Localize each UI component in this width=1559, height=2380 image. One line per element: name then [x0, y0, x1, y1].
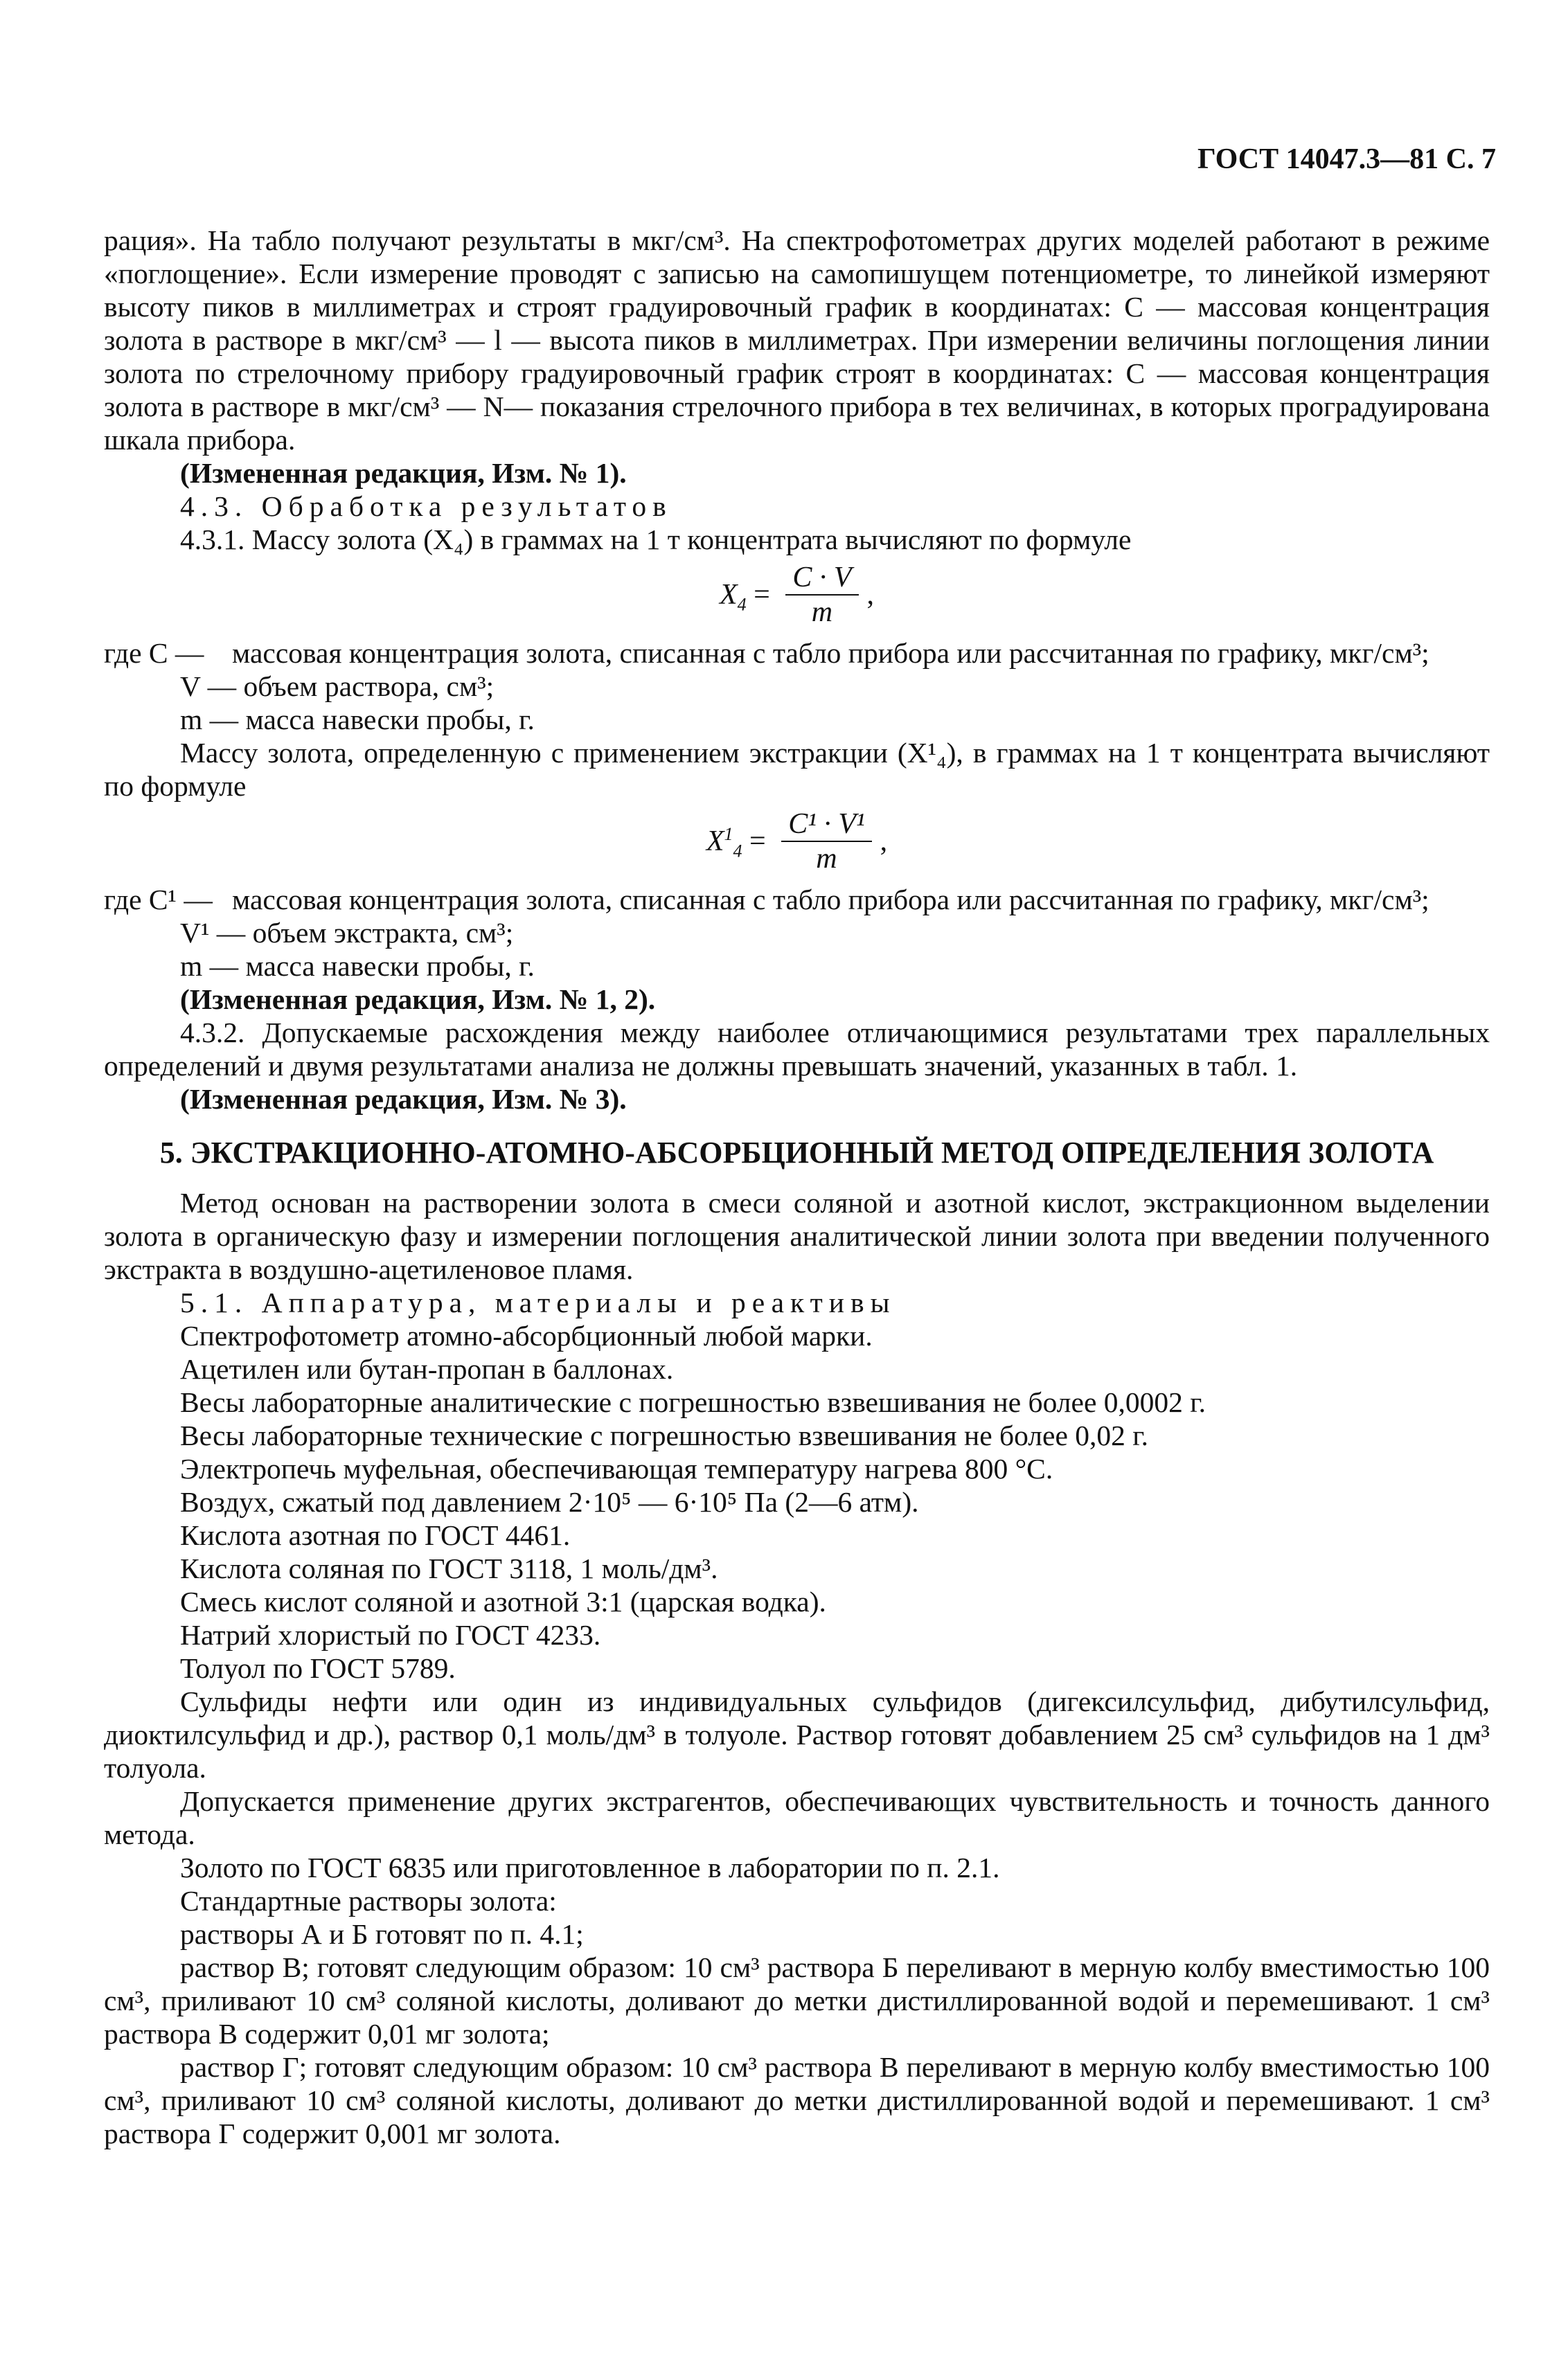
edit-note-2: (Измененная редакция, Изм. № 1, 2). — [180, 983, 656, 1015]
extraction-paragraph: Массу золота, определенную с применением экстракции (X¹₄), в граммах на 1 т концентрата вычисляют по формуле — [104, 737, 1490, 802]
list-item: Толуол по ГОСТ 5789. — [180, 1652, 456, 1684]
edit-note-3: (Измененная редакция, Изм. № 3). — [180, 1083, 627, 1115]
list-item: Натрий хлористый по ГОСТ 4233. — [180, 1619, 601, 1651]
list-item: Сульфиды нефти или один из индивидуальных сульфидов (дигексилсульфид, дибутилсульфид, диоктилсульфид и др.), раствор 0,1 моль/дм³ в толуоле. Раствор готовят добавлением 25 см³ сульфидов на 1 дм³ толуола. — [104, 1685, 1490, 1784]
where-item-c1 — [104, 883, 1490, 916]
formula-x4-1-numerator: C¹ · V¹ — [781, 809, 871, 842]
list-item: Ацетилен или бутан-пропан в баллонах. — [180, 1353, 674, 1385]
list-item: раствор В; готовят следующим образом: 10 см³ раствора Б переливают в мерную колбу вместимостью 100 см³, приливают 10 см³ соляной кислоты, доливают до метки дистиллированной водой и перемешивают. 1 см³ раствора В содержит 0,01 мг золота; — [104, 1951, 1490, 2050]
formula-x4-fraction — [785, 562, 858, 627]
list-item: Воздух, сжатый под давлением 2·10⁵ — 6·10⁵ Па (2—6 атм). — [180, 1486, 919, 1518]
formula-x4-numerator: C · V — [785, 562, 858, 596]
formula-x4-1-lhs: $X^1_4$ — [706, 824, 742, 861]
list-item: Кислота азотная по ГОСТ 4461. — [180, 1519, 571, 1551]
where-item-c — [104, 636, 1490, 670]
where-list-2 — [104, 883, 1490, 1016]
section-4-3-1-text: 4.3.1. Массу золота (X₄) в граммах на 1 т концентрата вычисляют по формуле — [180, 524, 1132, 555]
where-item-m: m — масса навески пробы, г. — [180, 704, 535, 735]
formula-equals-sign: = — [746, 579, 778, 611]
section-5-title: 5. ЭКСТРАКЦИОННО-АТОМНО-АБСОРБЦИОННЫЙ МЕТОД ОПРЕДЕЛЕНИЯ ЗОЛОТА — [159, 1136, 1434, 1170]
formula-x4-1-comma: , — [880, 825, 888, 857]
list-item: Весы лабораторные технические с погрешностью взвешивания не более 0,02 г. — [180, 1420, 1148, 1451]
formula-x4-1 — [104, 808, 1490, 875]
formula-x4-1-denominator: m — [816, 843, 837, 875]
materials-list — [104, 1319, 1490, 2150]
list-item: Стандартные растворы золота: — [180, 1885, 557, 1917]
formula-x4-denominator: m — [811, 596, 833, 628]
section-5-1-heading: 5.1. Аппаратура, материалы и реактивы — [180, 1287, 896, 1318]
formula-x4-1-fraction — [781, 809, 871, 874]
formula-x4-comma: , — [866, 579, 874, 611]
where-term-c1: где C¹ — — [104, 884, 213, 915]
section-4-3-2-text: 4.3.2. Допускаемые расхождения между наиболее отличающимися результатами трех параллельных определений и двумя результатами анализа не должны превышать значений, указанных в табл. 1. — [104, 1017, 1490, 1082]
where-list-1 — [104, 636, 1490, 736]
edit-note-1: (Измененная редакция, Изм. № 1). — [180, 457, 627, 489]
where-term-c: где C — — [104, 637, 204, 669]
list-item: Кислота соляная по ГОСТ 3118, 1 моль/дм³. — [180, 1553, 718, 1584]
where-desc-c1: массовая концентрация золота, списанная с табло прибора или рассчитанная по графику, мкг/см³; — [232, 884, 1429, 915]
where-item-m2: m — масса навески пробы, г. — [180, 950, 535, 982]
where-desc-c: массовая концентрация золота, списанная с табло прибора или рассчитанная по графику, мкг/см³; — [232, 637, 1429, 669]
formula-equals-sign: = — [742, 825, 774, 857]
formula-x4 — [104, 562, 1490, 628]
section-5-intro: Метод основан на растворении золота в смеси соляной и азотной кислот, экстракционном выделении золота в органическую фазу и измерении поглощения аналитической линии золота при введении полученного экстракта в воздушно-ацетиленовое пламя. — [104, 1187, 1490, 1285]
list-item: растворы А и Б готовят по п. 4.1; — [180, 1918, 584, 1950]
page-header: ГОСТ 14047.3—81 С. 7 — [1197, 143, 1496, 175]
list-item: раствор Г; готовят следующим образом: 10 см³ раствора В переливают в мерную колбу вместимостью 100 см³, приливают 10 см³ соляной кислоты, доливают до метки дистиллированной водой и перемешивают. 1 см³ раствора Г содержит 0,001 мг золота. — [104, 2051, 1490, 2149]
where-item-v: V — объем раствора, см³; — [180, 670, 495, 702]
list-item: Весы лабораторные аналитические с погрешностью взвешивания не более 0,0002 г. — [180, 1386, 1206, 1418]
list-item: Электропечь муфельная, обеспечивающая температуру нагрева 800 °C. — [180, 1453, 1053, 1485]
list-item: Золото по ГОСТ 6835 или приготовленное в лаборатории по п. 2.1. — [180, 1852, 1000, 1884]
list-item: Смесь кислот соляной и азотной 3:1 (царская водка). — [180, 1586, 826, 1618]
list-item: Спектрофотометр атомно-абсорбционный любой марки. — [180, 1320, 873, 1352]
formula-x4-lhs: $X_4$ — [719, 579, 747, 615]
section-4-3-heading: 4.3. Обработка результатов — [180, 490, 672, 522]
body-top — [104, 224, 1490, 2150]
where-item-v1: V¹ — объем экстракта, см³; — [180, 917, 514, 949]
paragraph-continuation: рация». На табло получают результаты в мкг/см³. На спектрофотометрах других моделей работают в режиме «поглощение». Если измерение проводят с записью на самопишущем потенциометре, то линейкой измеряют высоту пиков в миллиметрах и строят градуировочный график в координатах: C — массовая концентрация золота в растворе в мкг/см³ — l — высота пиков в миллиметрах. При измерении величины поглощения линии золота по стрелочному прибору градуировочный график строят в координатах: C — массовая концентрация золота в растворе в мкг/см³ — N— показания стрелочного прибора в тех величинах, в которых проградуирована шкала прибора. — [104, 224, 1490, 456]
list-item: Допускается применение других экстрагентов, обеспечивающих чувствительность и точность данного метода. — [104, 1785, 1490, 1850]
